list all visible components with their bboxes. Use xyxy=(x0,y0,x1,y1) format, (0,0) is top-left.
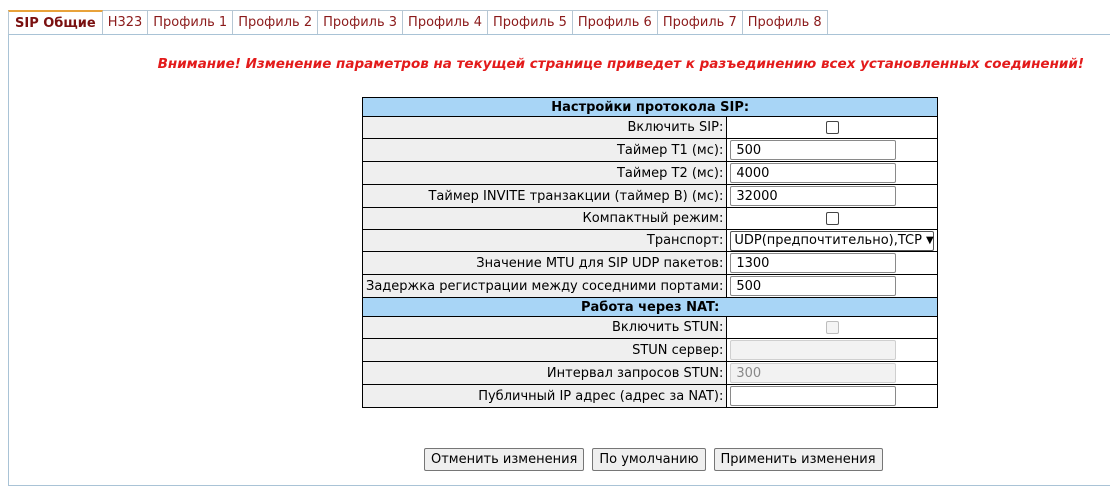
mtu-label: Значение MTU для SIP UDP пакетов: xyxy=(363,252,727,275)
chevron-down-icon: ▼ xyxy=(925,235,934,246)
compact-mode-checkbox[interactable] xyxy=(826,212,839,225)
transport-selected-value: UDP(предпочтительно),TCP xyxy=(734,233,922,248)
transport-label: Транспорт: xyxy=(363,230,727,252)
tab-profile-7[interactable]: Профиль 7 xyxy=(658,10,743,35)
stun-server-label: STUN сервер: xyxy=(363,339,727,362)
tab-profile-3[interactable]: Профиль 3 xyxy=(318,10,403,35)
warning-message: Внимание! Изменение параметров на текущей странице приведет к разъединению всех установленных соединений! xyxy=(157,56,1084,72)
invite-timer-label: Таймер INVITE транзакции (таймер B) (мс): xyxy=(363,185,727,208)
tab-bar xyxy=(8,10,828,35)
apply-changes-button[interactable]: Применить изменения xyxy=(714,448,883,471)
public-ip-label: Публичный IP адрес (адрес за NAT): xyxy=(363,385,727,408)
tab-profile-4[interactable]: Профиль 4 xyxy=(403,10,488,35)
stun-interval-label: Интервал запросов STUN: xyxy=(363,362,727,385)
registration-delay-label: Задержка регистрации между соседними портами: xyxy=(363,275,727,298)
cancel-changes-button[interactable]: Отменить изменения xyxy=(424,448,584,471)
transport-select[interactable] xyxy=(730,231,934,251)
enable-stun-checkbox xyxy=(826,321,839,334)
timer-t1-label: Таймер T1 (мс): xyxy=(363,139,727,162)
public-ip-input[interactable] xyxy=(730,386,896,406)
enable-sip-label: Включить SIP: xyxy=(363,117,727,139)
stun-interval-input xyxy=(730,363,896,383)
timer-t2-label: Таймер T2 (мс): xyxy=(363,162,727,185)
sip-settings-table xyxy=(362,97,938,408)
mtu-input[interactable] xyxy=(730,253,896,273)
action-buttons xyxy=(424,448,883,471)
tab-profile-8[interactable]: Профиль 8 xyxy=(743,10,828,35)
registration-delay-input[interactable] xyxy=(730,276,896,296)
sip-section-header: Настройки протокола SIP: xyxy=(363,98,938,117)
invite-timer-input[interactable] xyxy=(730,186,896,206)
tab-sip-general[interactable]: SIP Общие xyxy=(8,10,103,35)
tab-profile-1[interactable]: Профиль 1 xyxy=(148,10,233,35)
tab-profile-2[interactable]: Профиль 2 xyxy=(233,10,318,35)
timer-t1-input[interactable] xyxy=(730,140,896,160)
stun-server-input xyxy=(730,340,896,360)
tab-profile-5[interactable]: Профиль 5 xyxy=(488,10,573,35)
enable-sip-checkbox[interactable] xyxy=(826,121,839,134)
tab-h323[interactable]: H323 xyxy=(103,10,149,35)
tab-profile-6[interactable]: Профиль 6 xyxy=(573,10,658,35)
compact-mode-label: Компактный режим: xyxy=(363,208,727,230)
timer-t2-input[interactable] xyxy=(730,163,896,183)
enable-stun-label: Включить STUN: xyxy=(363,317,727,339)
default-button[interactable]: По умолчанию xyxy=(592,448,705,471)
nat-section-header: Работа через NAT: xyxy=(363,298,938,317)
